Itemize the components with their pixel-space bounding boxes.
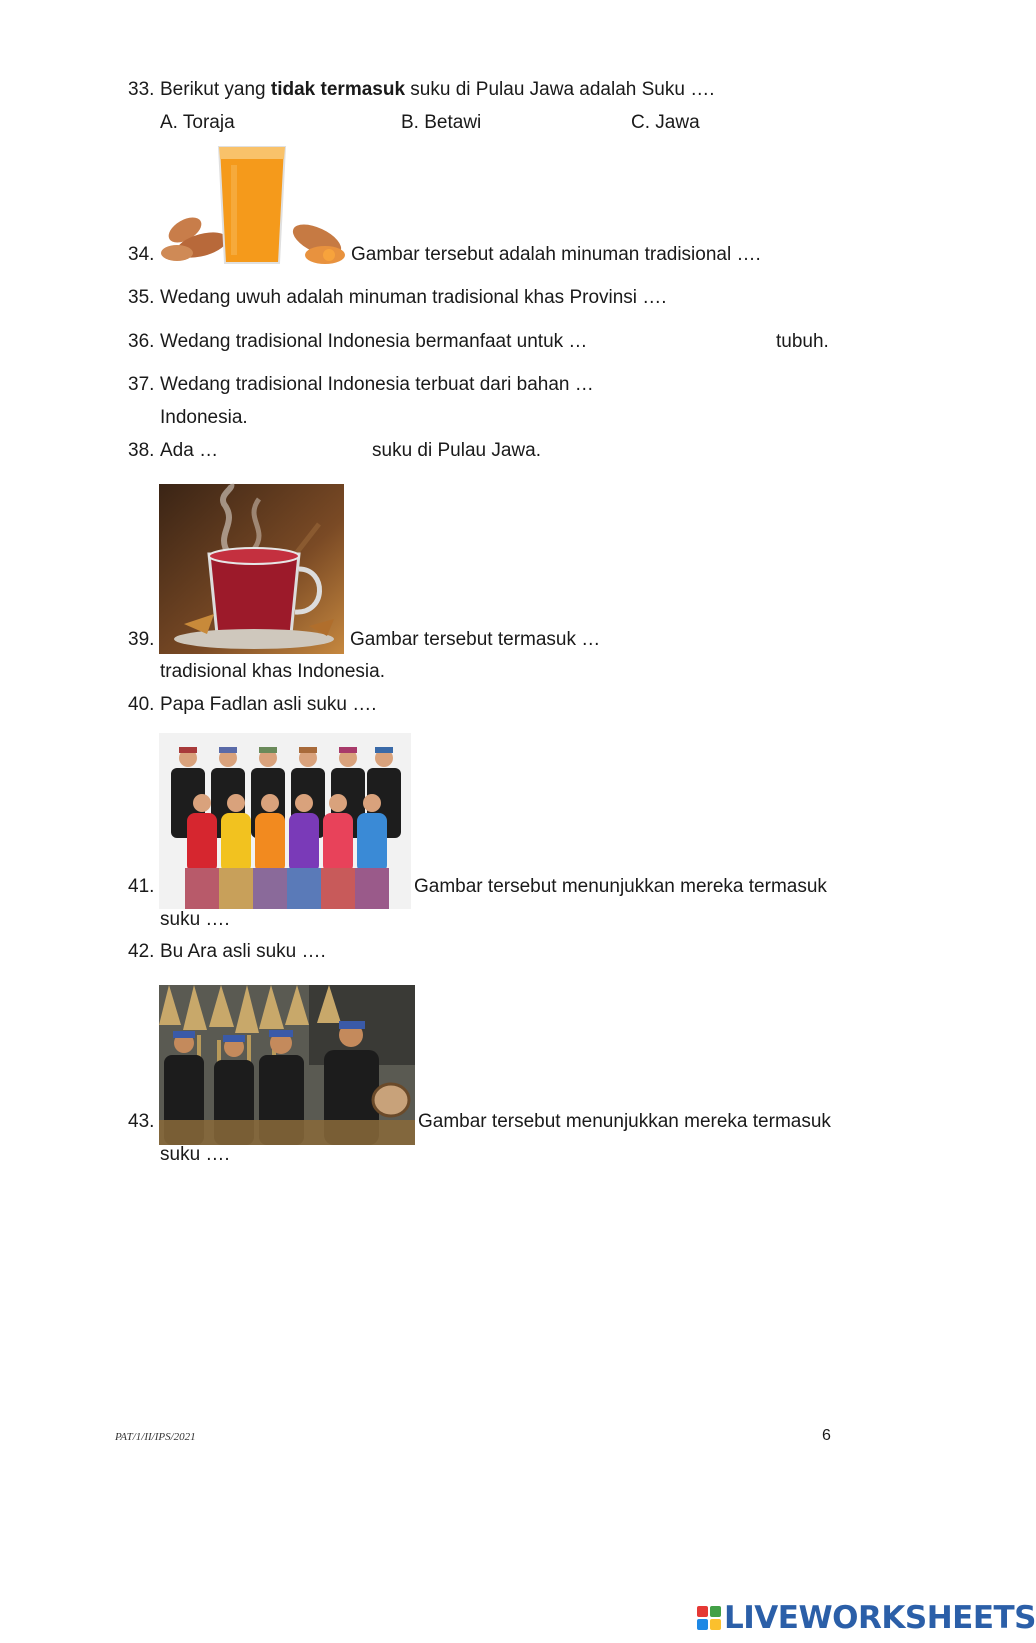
footer-document-code: PAT/1/II/IPS/2021 — [115, 1431, 196, 1443]
liveworksheets-brand[interactable] — [697, 1600, 1036, 1636]
q37-answer-blank[interactable] — [605, 367, 805, 393]
q37-number: 37. — [128, 374, 155, 395]
traditional-group-image — [159, 733, 411, 909]
q41-text: Gambar tersebut menunjukkan mereka termasuk — [414, 876, 827, 897]
q36-answer-blank[interactable] — [596, 324, 766, 350]
q43-text: Gambar tersebut menunjukkan mereka termasuk — [418, 1111, 831, 1132]
wedang-tea-image — [159, 484, 344, 654]
q41-number: 41. — [128, 876, 155, 897]
q43-text-cont: suku …. — [160, 1144, 230, 1165]
q33-option-a[interactable]: A. Toraja — [160, 112, 235, 133]
q36-text-end: tubuh. — [776, 331, 829, 352]
q42-number: 42. — [128, 941, 155, 962]
brand-name: LIVEWORKSHEETS — [724, 1600, 1036, 1636]
q34-number: 34. — [128, 244, 155, 265]
q41-text-cont: suku …. — [160, 909, 230, 930]
q37-text: Wedang tradisional Indonesia terbuat dari bahan … — [160, 374, 594, 395]
q33-option-b[interactable]: B. Betawi — [401, 112, 482, 133]
page-number: 6 — [822, 1427, 831, 1444]
q39-answer-blank[interactable] — [610, 622, 800, 648]
q34-text: Gambar tersebut adalah minuman tradisional …. — [351, 244, 761, 265]
q35-text: Wedang uwuh adalah minuman tradisional khas Provinsi …. — [160, 287, 667, 308]
q42-text: Bu Ara asli suku …. — [160, 941, 326, 962]
q35-number: 35. — [128, 287, 155, 308]
q38-text-end: suku di Pulau Jawa. — [372, 440, 541, 461]
q33-text: Berikut yang tidak termasuk suku di Pulau Jawa adalah Suku …. — [160, 79, 715, 100]
q40-number: 40. — [128, 694, 155, 715]
q40-text: Papa Fadlan asli suku …. — [160, 694, 377, 715]
q36-text: Wedang tradisional Indonesia bermanfaat untuk … — [160, 331, 588, 352]
q39-text-cont: tradisional khas Indonesia. — [160, 661, 385, 682]
q43-number: 43. — [128, 1111, 155, 1132]
q39-text: Gambar tersebut termasuk … — [350, 629, 601, 650]
q33-option-c[interactable]: C. Jawa — [631, 112, 700, 133]
q33-number: 33. — [128, 79, 155, 100]
q38-answer-blank[interactable] — [225, 433, 365, 459]
q38-number: 38. — [128, 440, 155, 461]
q39-number: 39. — [128, 629, 155, 650]
q38-text: Ada … — [160, 440, 219, 461]
liveworksheets-logo-icon — [697, 1606, 721, 1630]
q36-number: 36. — [128, 331, 155, 352]
angklung-players-image — [159, 985, 415, 1145]
turmeric-drink-image — [157, 145, 346, 267]
q37-text-cont: Indonesia. — [160, 407, 248, 428]
